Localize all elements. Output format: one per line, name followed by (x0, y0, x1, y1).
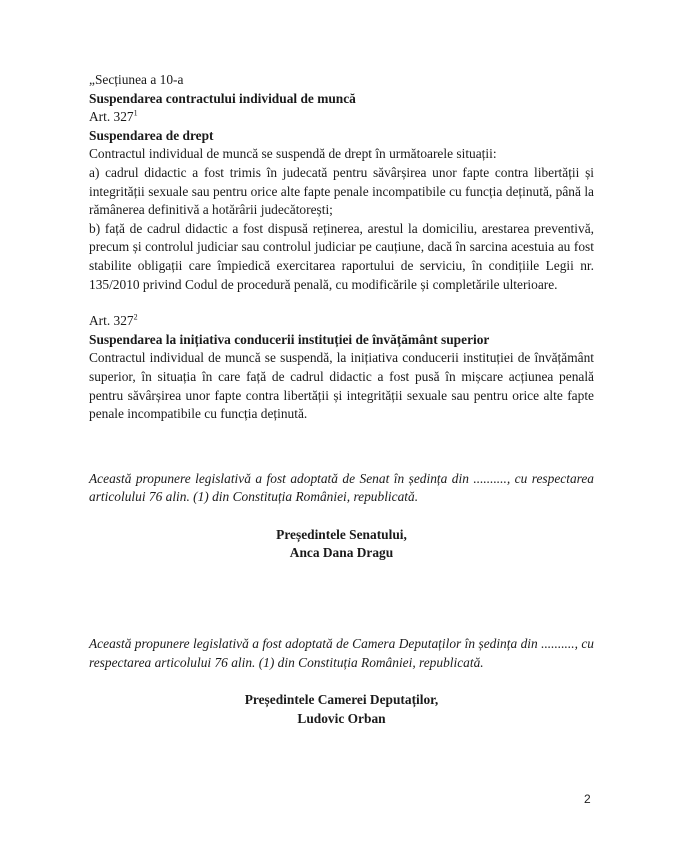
article-327-2-label (89, 312, 594, 331)
chamber-president-name: Ludovic Orban (297, 710, 386, 726)
chamber-adoption-statement: Această propunere legislativă a fost adoptată de Camera Deputaților în ședința din .........., cu respectarea articolului 76 alin. (1) din Constituția României, republicată. (89, 636, 594, 670)
senate-president-name: Anca Dana Dragu (289, 545, 394, 561)
document-body (89, 71, 594, 728)
article-327-1-item-b: b) față de cadrul didactic a fost dispusă reținerea, arestul la domiciliu, arestarea preventivă, precum și controlul judiciar sau controlul judiciar pe cauțiune, dacă în sarcina acestuia au fost stabilite obligații care împiedică exercitarea raportului de serviciu, în condițiile Legii nr. 135/2010 privind Codul de procedură penală, cu modificările și completările ulterioare. (89, 220, 594, 292)
article-327-1-label (89, 108, 594, 127)
senate-president-role: Președintele Senatului, (276, 526, 407, 542)
section-heading: „Secțiunea a 10-a (89, 72, 184, 87)
page-number: 2 (584, 792, 591, 806)
article-327-1-intro: Contractul individual de muncă se suspendă de drept în următoarele situații: (89, 146, 497, 162)
senate-adoption-statement: Această propunere legislativă a fost adoptată de Senat în ședința din .........., cu respectarea articolului 76 alin. (1) din Constituția României, republicată. (89, 470, 594, 505)
article-327-1-title: Suspendarea de drept (89, 127, 214, 143)
article-superscript: 2 (133, 312, 138, 322)
article-label: Art. 327 (89, 109, 134, 125)
section-title: Suspendarea contractului individual de muncă (89, 90, 356, 106)
article-327-1-item-a: a) cadrul didactic a fost trimis în judecată pentru săvârșirea unor fapte contra libertății și integrității sexuale sau pentru orice alte fapte penale incompatibile cu funcția deținută, până la rămânerea definitivă a hotărârii judecătorești; (89, 164, 594, 218)
chamber-president-role: Președintele Camerei Deputaților, (244, 692, 439, 708)
article-327-2-body: Contractul individual de muncă se suspendă, la inițiativa conducerii instituției de învățământ superior, în situația în care față de cadrul didactic a fost pusă în mișcare acțiunea penală pentru săvârșirea unor fapte contra libertății și integrității sexuale sau pentru orice alte fapte penale incompatibile cu funcția deținută. (89, 350, 594, 422)
article-superscript: 1 (133, 108, 138, 118)
article-label: Art. 327 (89, 313, 134, 329)
article-327-2-title: Suspendarea la inițiativa conducerii instituției de învățământ superior (89, 331, 490, 347)
